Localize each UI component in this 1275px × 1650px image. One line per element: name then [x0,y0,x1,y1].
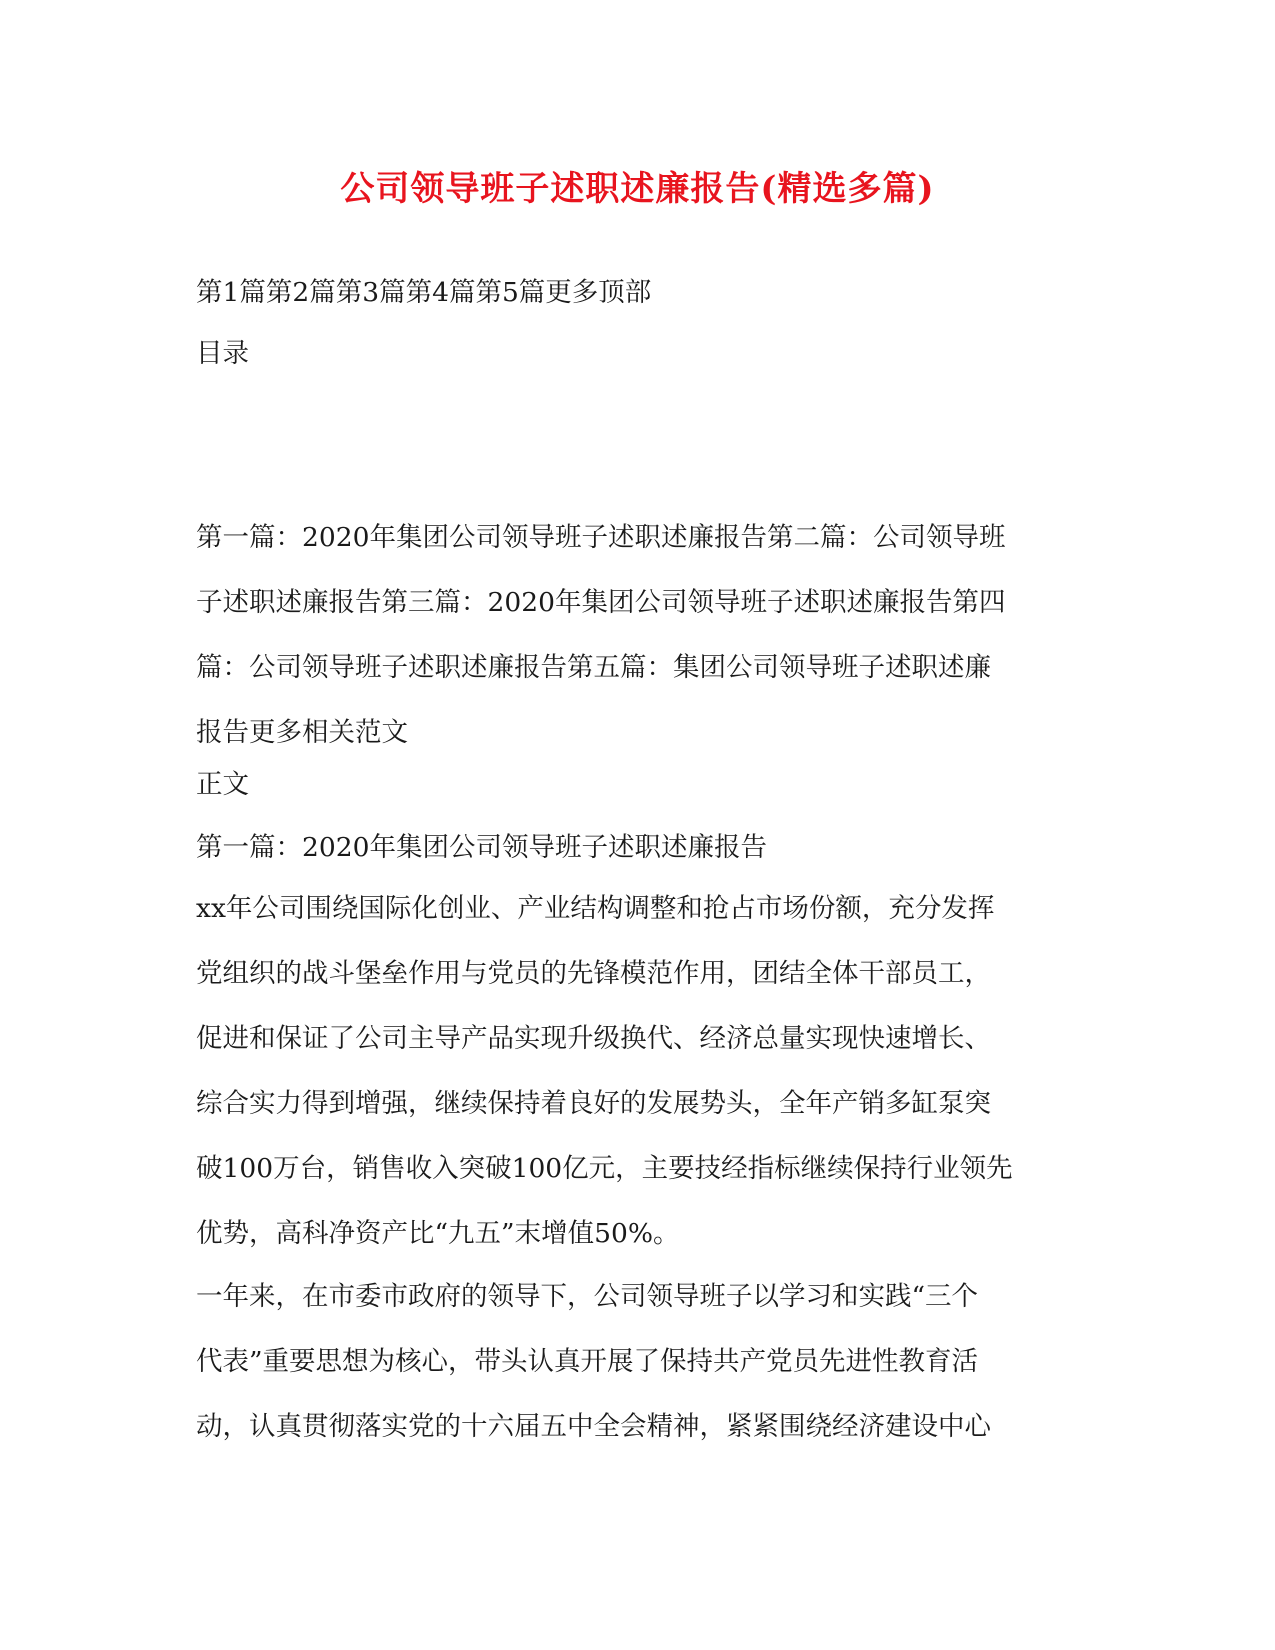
paragraph-1 [196,876,1076,1266]
paragraph-line: 党组织的战斗堡垒作用与党员的先锋模范作用，团结全体干部员工， [196,958,991,989]
toc-line: 第一篇：2020年集团公司领导班子述职述廉报告第二篇：公司领导班 [196,522,1006,553]
toc-line: 篇：公司领导班子述职述廉报告第五篇：集团公司领导班子述职述廉 [196,652,991,683]
toc-heading: 目录 [196,338,249,369]
paragraph-line: 综合实力得到增强，继续保持着良好的发展势头，全年产销多缸泵突 [196,1088,991,1119]
toc-line: 报告更多相关范文 [196,717,408,748]
paragraph-line: 动，认真贯彻落实党的十六届五中全会精神，紧紧围绕经济建设中心 [196,1411,991,1442]
toc-list [196,505,1076,765]
toc-line: 子述职述廉报告第三篇：2020年集团公司领导班子述职述廉报告第四 [196,587,1006,618]
body-heading: 正文 [196,769,249,800]
paragraph-2 [196,1264,1076,1459]
article-heading: 第一篇：2020年集团公司领导班子述职述廉报告 [196,832,767,863]
paragraph-line: 破100万台，销售收入突破100亿元，主要技经指标继续保持行业领先 [196,1153,1013,1184]
paragraph-line: 代表”重要思想为核心，带头认真开展了保持共产党员先进性教育活 [196,1346,979,1377]
paragraph-line: 促进和保证了公司主导产品实现升级换代、经济总量实现快速增长、 [196,1023,991,1054]
document-title: 公司领导班子述职述廉报告(精选多篇) [340,169,935,209]
paragraph-line: 一年来，在市委市政府的领导下，公司领导班子以学习和实践“三个 [196,1281,979,1312]
paragraph-line: xx年公司围绕国际化创业、产业结构调整和抢占市场份额，充分发挥 [196,893,995,924]
nav-links: 第1篇第2篇第3篇第4篇第5篇更多顶部 [196,277,652,308]
paragraph-line: 优势，高科净资产比“九五”末增值50%。 [196,1218,680,1249]
